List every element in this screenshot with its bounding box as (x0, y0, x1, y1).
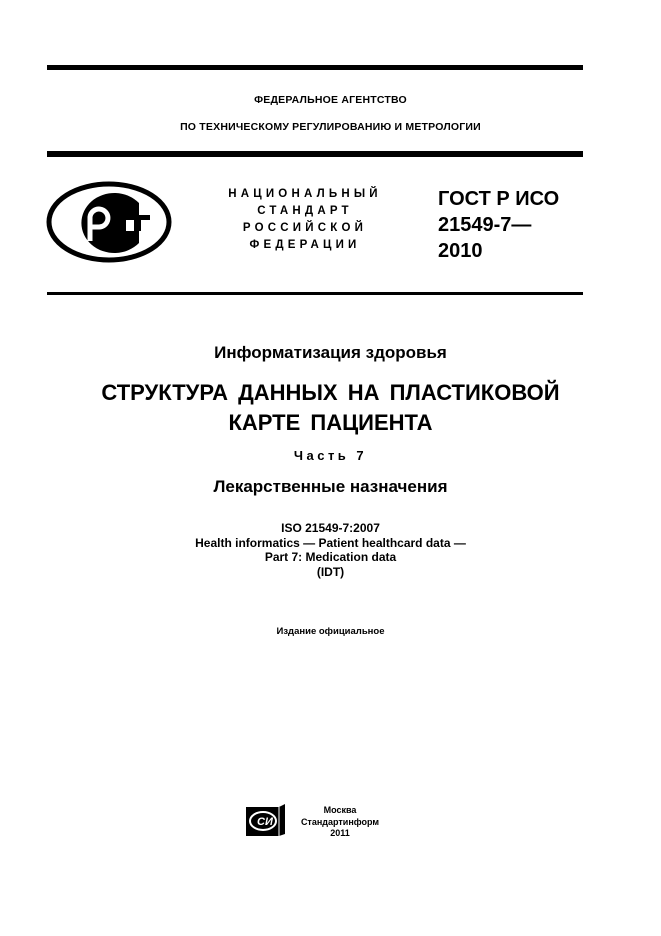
document-subtitle: Лекарственные назначения (213, 477, 448, 496)
title-line: КАРТЕ ПАЦИЕНТА (228, 410, 433, 435)
publisher-name: Стандартинформ (300, 816, 380, 827)
svg-text:СИ: СИ (257, 816, 273, 828)
title-line: СТРУКТУРА ДАННЫХ НА ПЛАСТИКОВОЙ (101, 380, 560, 405)
designation-line: ГОСТ Р ИСО (438, 188, 560, 210)
iso-reference (0, 521, 661, 579)
national-line: ФЕДЕРАЦИИ (249, 239, 361, 251)
national-line: СТАНДАРТ (257, 205, 353, 217)
iso-line: (IDT) (316, 564, 345, 579)
publisher-city: Москва (323, 805, 357, 815)
agency-line-2: ПО ТЕХНИЧЕСКОМУ РЕГУЛИРОВАНИЮ И МЕТРОЛОГИИ (180, 121, 481, 133)
publisher-year: 2011 (330, 828, 350, 838)
gost-logo-icon (46, 181, 172, 263)
agency-line-1: ФЕДЕРАЛЬНОЕ АГЕНТСТВО (254, 94, 407, 106)
subject-heading: Информатизация здоровья (214, 343, 447, 362)
iso-line: ISO 21549-7:2007 (281, 521, 380, 535)
iso-line: Health informatics — Patient healthcard data — (195, 535, 466, 550)
publisher-info (290, 805, 390, 840)
lower-rule (47, 292, 583, 295)
standartinform-logo-icon (245, 804, 287, 836)
national-line: НАЦИОНАЛЬНЫЙ (228, 188, 382, 200)
designation-line: 21549-7— (438, 214, 532, 236)
national-line: РОССИЙСКОЙ (242, 222, 368, 234)
document-title (0, 378, 661, 438)
edition-label: Издание официальное (276, 626, 385, 637)
middle-rule (47, 151, 583, 157)
top-rule (47, 65, 583, 70)
national-standard-label (205, 186, 405, 254)
iso-line: Part 7: Medication data (264, 550, 397, 564)
designation-line: 2010 (438, 240, 483, 262)
part-label: Часть 7 (293, 448, 368, 463)
standard-designation (438, 186, 559, 264)
